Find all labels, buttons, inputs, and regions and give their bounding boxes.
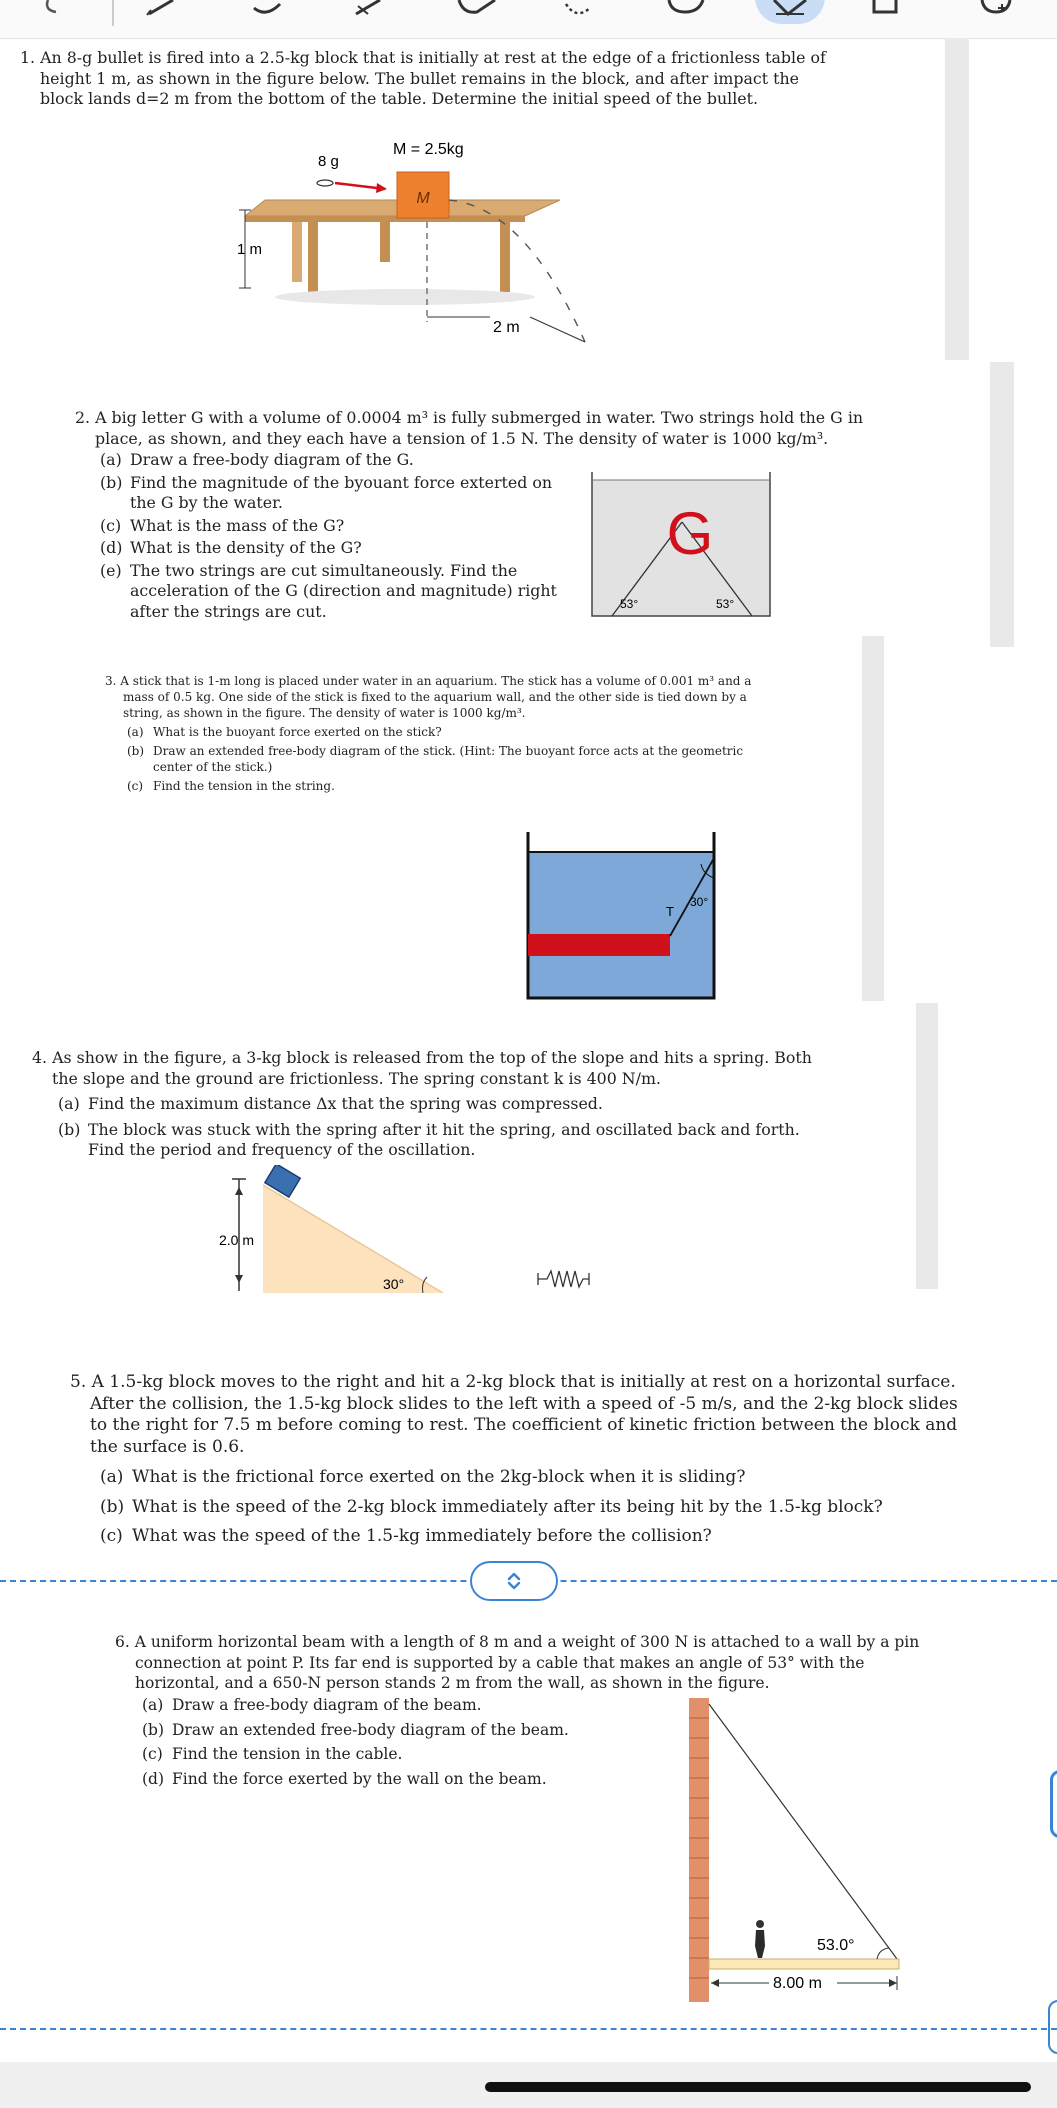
beam [709,1959,899,1969]
question-5-part-b: (b) What is the speed of the 2-kg block immediately after its being hit by the 1.5-kg block? [100,1496,883,1517]
spring [538,1271,589,1287]
page-break-line [0,2028,1057,2030]
question-2-part-a: (a) Draw a free-body diagram of the G. [100,450,414,469]
question-2 [75,408,880,449]
question-5 [70,1372,960,1548]
angle-label: 53.0° [817,1937,855,1954]
angle-right-label: 53° [716,597,735,611]
question-2-part-d: (d) What is the density of the G? [100,538,362,557]
question-2-part-c: (c) What is the mass of the G? [100,515,345,535]
question-3-intro: 3. A stick that is 1-m long is placed under water in an aquarium. The stick has a volume of 0.001 m³ and a mass of 0.5 kg. One side of the stick is fixed to the aquarium wall, and the other side is tied down by a string, as shown in the figure. The density of water is 1000 kg/m³. [105,674,752,720]
question-1-text: 1. An 8-g bullet is fired into a 2.5-kg block that is initially at rest at the edge of a frictionless table of height 1 m, as shown in the figure below. The bullet remains in the block, and after impact the block lands d=2 m from the bottom of the table. Determine the initial speed of the bullet. [20,48,826,108]
question-4-part-a: (a) Find the maximum distance Δx that the spring was compressed. [58,1094,603,1113]
angle-left-label: 53° [620,597,639,611]
length-label: 8.00 m [773,1975,822,1992]
question-5-part-a: (a) What is the frictional force exerted on the 2kg-block when it is sliding? [100,1467,746,1487]
page-edge [916,1003,938,1289]
height-label: 1 m [237,241,263,258]
table-leg [292,222,302,282]
bullet-label: 8 g [318,153,339,170]
question-2-part-e: (e) The two strings are cut simultaneously. Find the acceleration of the G (direction and magnitude) right after the strings are cut. [100,560,557,621]
chevron-up-down-icon [503,1570,525,1592]
question-2-intro: 2. A big letter G with a volume of 0.0004 m³ is fully submerged in water. Two strings hold the G in place, as shown, and they each have a tension of 1.5 N. The density of water is 1000 kg/m³. [75,408,864,448]
distance-label: 2 m [493,319,520,336]
question-5-part-c: (c) What was the speed of the 1.5-kg immediately before the collision? [100,1526,712,1546]
question-3-figure [523,832,719,1002]
pen-icon[interactable] [145,0,181,16]
question-3 [105,673,765,794]
question-6-part-d: (d) Find the force exerted by the wall on the beam. [142,1769,547,1788]
question-2-part-b: (b) Find the magnitude of the byouant force exterted on the G by the water. [100,472,553,512]
shapes-icon[interactable] [455,0,499,16]
question-4-intro: 4. As show in the figure, a 3-kg block is released from the top of the slope and hits a spring. Both the slope and the ground are frictionless. The spring constant k is 400 N/m. [32,1048,812,1088]
undo-icon[interactable] [40,0,70,16]
question-3-part-a: (a) What is the buoyant force exerted on the stick? [127,725,442,739]
question-4-part-b: (b) The block was stuck with the spring after it hit the spring, and oscillated back and forth. Find the period and frequency of the oscillation. [58,1119,800,1159]
mass-label: M = 2.5kg [393,141,464,158]
letter-g: G [666,500,714,567]
question-1 [20,48,830,110]
question-4-parts [32,1094,822,1161]
aquarium-water [528,852,714,998]
question-6-parts [142,1695,612,1789]
question-4-figure [215,1165,635,1293]
image-icon[interactable] [770,0,810,16]
side-page-handle[interactable] [1048,2000,1057,2054]
question-6-intro: 6. A uniform horizontal beam with a length of 8 m and a weight of 300 N is attached to a wall by a pin connection at point P. Its far end is supported by a cable that makes an angle of 53° with the horizontal, and a 650-N person stands 2 m from the wall, as shown in the figure. [115,1633,920,1692]
table-leg [308,222,318,292]
question-6 [115,1632,935,1694]
question-6-part-b: (b) Draw an extended free-body diagram of the beam. [142,1720,569,1739]
table-leg [500,222,510,292]
brick-wall [689,1698,709,2002]
stick [528,934,670,956]
table-shadow [275,289,535,305]
question-6-part-c: (c) Find the tension in the cable. [142,1745,403,1763]
page-edge [990,362,1014,647]
bullet-arrowhead [376,183,387,193]
lasso-icon[interactable] [250,0,286,16]
table-edge [245,216,525,222]
person [755,1920,765,1958]
toolbar-divider [112,0,114,26]
selection-icon[interactable] [560,0,596,16]
angle-arc [877,1948,889,1959]
highlighter-icon[interactable] [350,0,386,16]
page-edge [862,636,884,1001]
question-5-parts [70,1467,960,1548]
bookmark-icon[interactable] [872,0,898,16]
height-label: 2.0 m [219,1232,255,1248]
side-page-handle[interactable] [1050,1770,1057,1838]
question-2-parts [100,450,560,622]
question-4 [32,1048,822,1161]
page-collapse-button[interactable] [470,1561,558,1601]
page-edge [945,38,969,360]
question-3-parts [105,724,765,794]
question-6-figure [685,1698,905,2004]
angle-label: 30° [383,1276,405,1292]
cable [709,1704,897,1959]
question-3-part-b: (b) Draw an extended free-body diagram of the stick. (Hint: The buoyant force acts at the geometric center of the stick.) [127,744,744,774]
zoom-icon[interactable] [978,0,1018,16]
question-6-part-a: (a) Draw a free-body diagram of the beam. [142,1696,482,1714]
text-box-icon[interactable] [665,0,709,16]
angle-label: 30° [690,895,709,909]
tension-label: T [666,904,674,919]
question-1-figure [225,132,595,352]
bullet [317,180,333,186]
question-2-figure [590,470,772,618]
question-5-intro: 5. A 1.5-kg block moves to the right and hit a 2-kg block that is initially at rest on a horizontal surface. After the collision, the 1.5-kg block slides to the left with a speed of -5 m/s, and the 2-kg block slides to the right for 7.5 m before coming to rest. The coefficient of kinetic friction between the block and the surface is 0.6. [70,1372,958,1457]
block-m-label: M [416,190,430,207]
table-leg [380,222,390,262]
question-3-part-c: (c) Find the tension in the string. [127,779,335,793]
home-indicator[interactable] [485,2082,1031,2092]
annotation-toolbar [0,0,1057,39]
